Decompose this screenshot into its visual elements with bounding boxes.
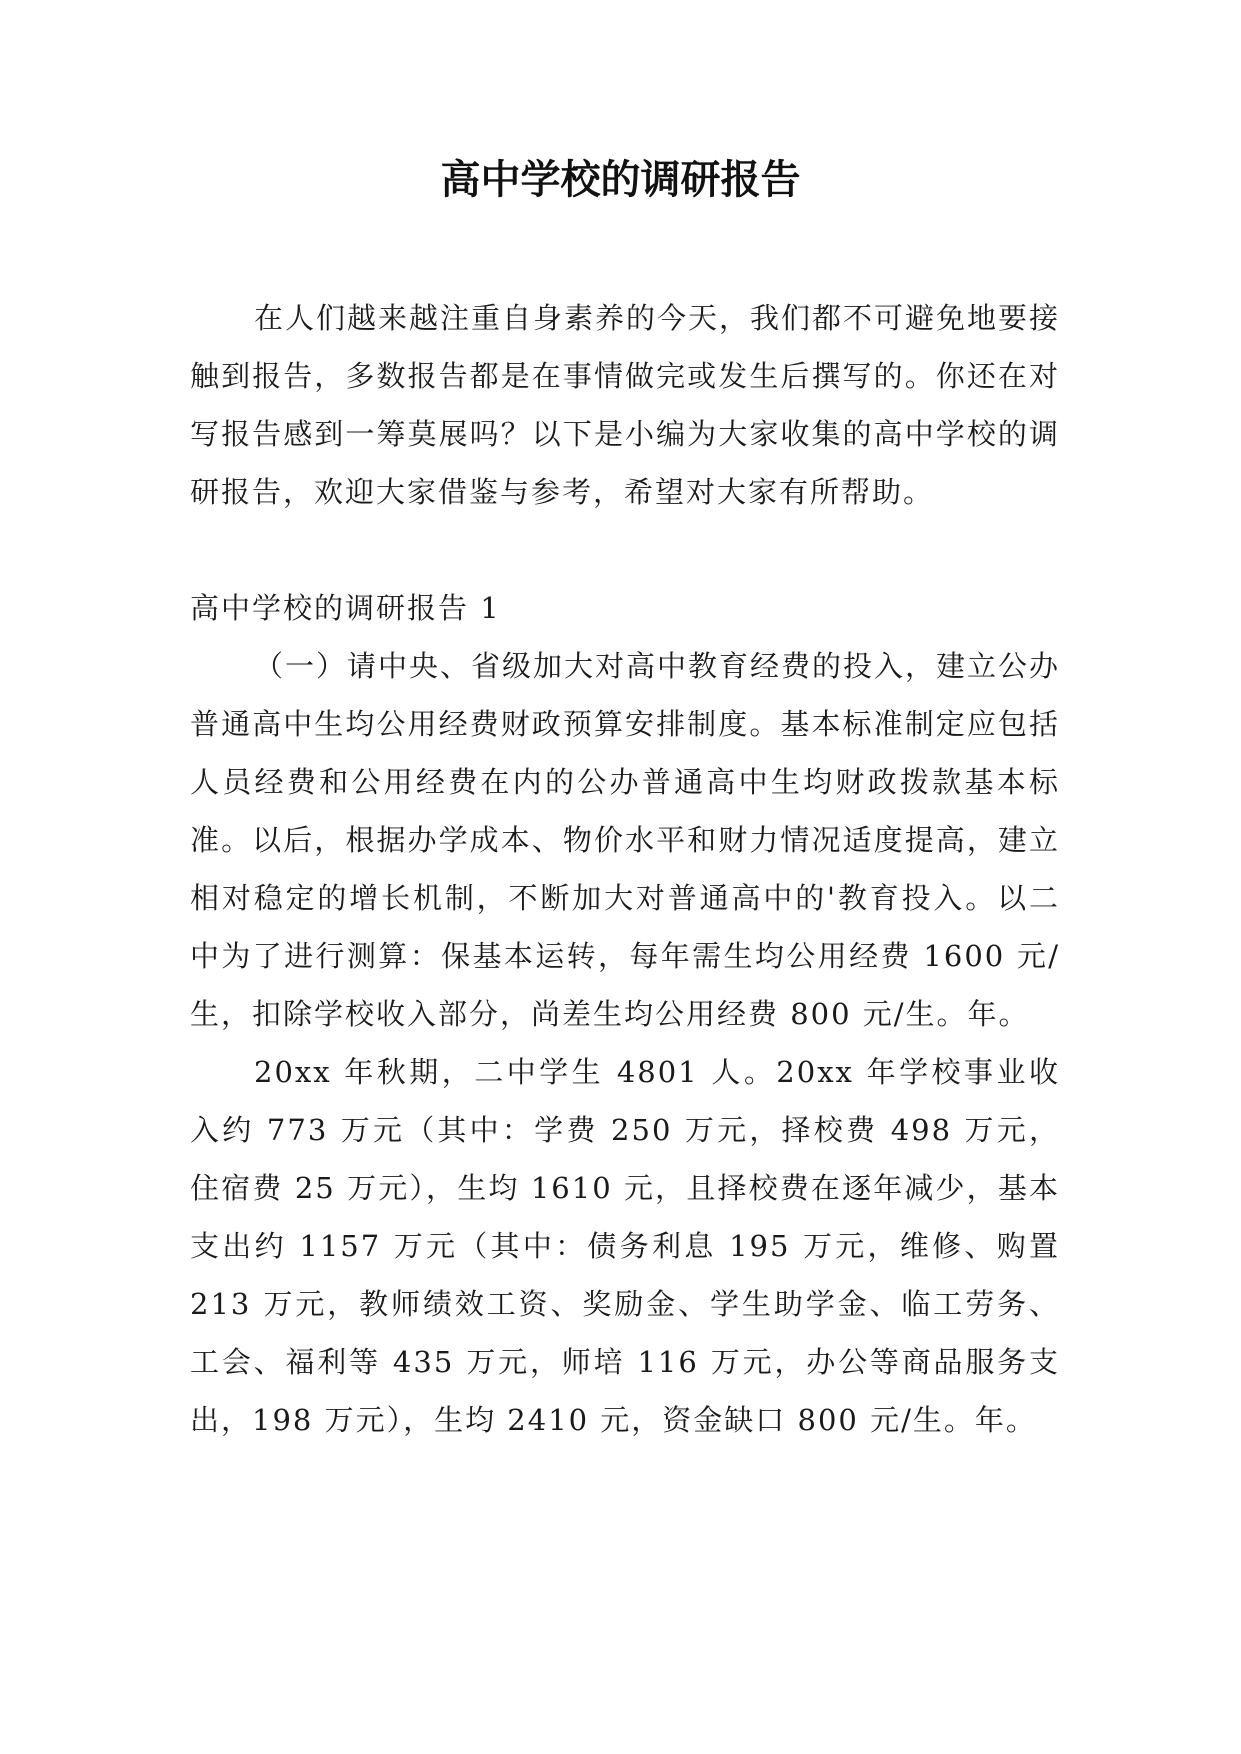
intro-paragraph: 在人们越来越注重自身素养的今天，我们都不可避免地要接触到报告，多数报告都是在事情做完或发生后撰写的。你还在对写报告感到一筹莫展吗？以下是小编为大家收集的高中学校的调研报告，欢迎大家借鉴与参考，希望对大家有所帮助。 [190,301,1061,509]
document-body [190,289,1060,1449]
section-paragraph-2: 20xx 年秋期，二中学生 4801 人。20xx 年学校事业收入约 773 万元（其中：学费 250 万元，择校费 498 万元，住宿费 25 万元），生均 1610 元，且择校费在逐年减少，基本支出约 1157 万元（其中：债务利息 195 万元，维修、购置 213 万元，教师绩效工资、奖励金、学生助学金、临工劳务、工会、福利等 435 万元，师培 116 万元，办公等商品服务支出，198 万元），生均 2410 元，资金缺口 800 元/生。年。 [190,1055,1061,1437]
section-paragraph-1: （一）请中央、省级加大对高中教育经费的投入，建立公办普通高中生均公用经费财政预算安排制度。基本标准制定应包括人员经费和公用经费在内的公办普通高中生均财政拨款基本标准。以后，根据办学成本、物价水平和财力情况适度提高，建立相对稳定的增长机制，不断加大对普通高中的'教育投入。以二中为了进行测算：保基本运转，每年需生均公用经费 1600 元/生，扣除学校收入部分，尚差生均公用经费 800 元/生。年。 [190,649,1061,1031]
document-title: 高中学校的调研报告 [440,156,801,203]
paragraph-spacer [190,521,1060,579]
section-heading: 高中学校的调研报告 1 [190,591,501,625]
